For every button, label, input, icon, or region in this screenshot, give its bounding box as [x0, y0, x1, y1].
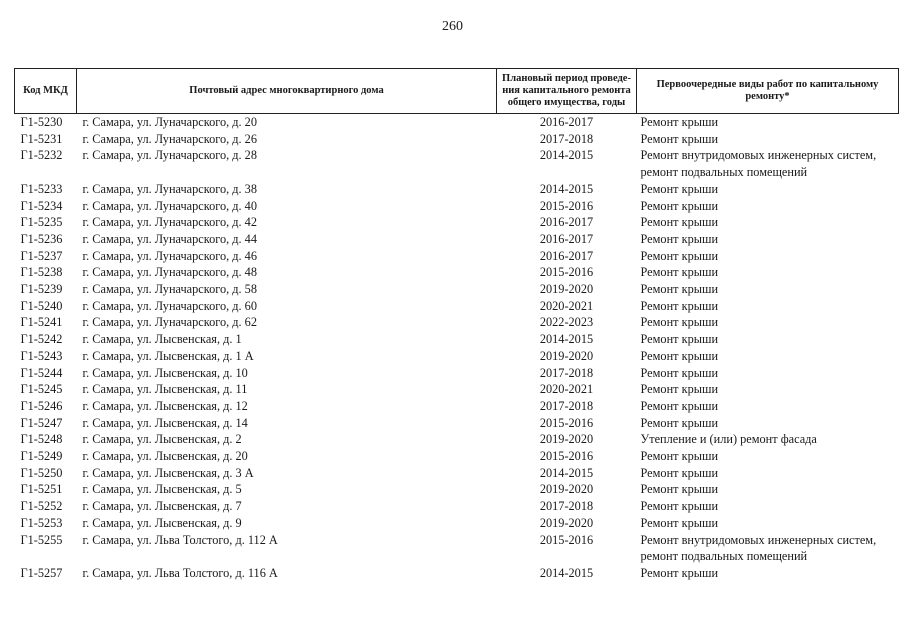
- repair-works-cell: [637, 381, 899, 398]
- table-row: [15, 365, 899, 382]
- mkd-code-cell: Г1-5241: [20, 315, 63, 330]
- repair-period-cell: 2019-2020: [539, 482, 594, 497]
- repair-works-cell: [637, 181, 899, 198]
- repair-work-line: Ремонт крыши: [640, 215, 719, 230]
- table-row: [15, 298, 899, 315]
- repair-period-cell: 2022-2023: [539, 315, 594, 330]
- repair-period-cell: 2017-2018: [539, 365, 594, 380]
- repair-works-cell: [637, 398, 899, 415]
- address-cell: г. Самара, ул. Луначарского, д. 28: [82, 148, 257, 163]
- repair-works-cell: [637, 498, 899, 515]
- repair-works-cell: [637, 448, 899, 465]
- table-row: [15, 415, 899, 432]
- address-cell: г. Самара, ул. Луначарского, д. 38: [82, 181, 257, 196]
- repair-work-line: Ремонт крыши: [640, 365, 719, 380]
- repair-works-cell: [637, 331, 899, 348]
- address-cell: г. Самара, ул. Льва Толстого, д. 112 А: [82, 532, 278, 547]
- address-cell: г. Самара, ул. Луначарского, д. 26: [82, 131, 257, 146]
- repair-period-cell: 2016-2017: [539, 231, 594, 246]
- mkd-code-cell: Г1-5235: [20, 215, 63, 230]
- mkd-code-cell: Г1-5246: [20, 398, 63, 413]
- mkd-code-cell: Г1-5237: [20, 248, 63, 263]
- table-row: [15, 114, 899, 131]
- repair-period-cell: 2017-2018: [539, 131, 594, 146]
- repair-period-cell: 2019-2020: [539, 282, 594, 297]
- repair-works-cell: [637, 214, 899, 231]
- table-row: [15, 281, 899, 298]
- repair-period-cell: 2014-2015: [539, 565, 594, 580]
- repair-works-cell: [637, 314, 899, 331]
- repair-period-cell: 2014-2015: [539, 181, 594, 196]
- repair-work-line: Ремонт крыши: [640, 198, 719, 213]
- mkd-code-cell: Г1-5249: [20, 449, 63, 464]
- address-cell: г. Самара, ул. Луначарского, д. 20: [82, 115, 257, 129]
- address-cell: г. Самара, ул. Лысвенская, д. 7: [82, 499, 242, 514]
- header-code: Код МКД: [15, 69, 77, 114]
- repair-works-cell: [637, 465, 899, 482]
- repair-work-line: Ремонт крыши: [640, 415, 719, 430]
- repair-works-cell: [637, 147, 899, 180]
- address-cell: г. Самара, ул. Лысвенская, д. 1: [82, 332, 242, 347]
- repair-work-line: Ремонт крыши: [640, 398, 719, 413]
- table-row: [15, 147, 899, 180]
- repair-period-cell: 2019-2020: [539, 432, 594, 447]
- repair-works-cell: [637, 114, 899, 131]
- repair-period-cell: 2020-2021: [539, 382, 594, 397]
- mkd-code-cell: Г1-5242: [20, 332, 63, 347]
- table-row: [15, 348, 899, 365]
- table-row: [15, 498, 899, 515]
- table-header: [15, 69, 899, 114]
- address-cell: г. Самара, ул. Лысвенская, д. 12: [82, 398, 248, 413]
- address-cell: г. Самара, ул. Луначарского, д. 40: [82, 198, 257, 213]
- table-row: [15, 331, 899, 348]
- capital-repair-table-container: [14, 68, 898, 582]
- mkd-code-cell: Г1-5257: [20, 565, 63, 580]
- repair-works-cell: [637, 348, 899, 365]
- mkd-code-cell: Г1-5230: [20, 115, 63, 129]
- repair-work-line: Ремонт крыши: [640, 382, 719, 397]
- mkd-code-cell: Г1-5231: [20, 131, 63, 146]
- header-address: Почтовый адрес многоквартирного дома: [77, 69, 497, 114]
- repair-work-line: ремонт подвальных помещений: [640, 165, 808, 180]
- mkd-code-cell: Г1-5244: [20, 365, 63, 380]
- address-cell: г. Самара, ул. Луначарского, д. 46: [82, 248, 257, 263]
- mkd-code-cell: Г1-5255: [20, 532, 63, 547]
- address-cell: г. Самара, ул. Луначарского, д. 62: [82, 315, 257, 330]
- repair-period-cell: 2019-2020: [539, 348, 594, 363]
- address-cell: г. Самара, ул. Лысвенская, д. 14: [82, 415, 248, 430]
- repair-period-cell: 2015-2016: [539, 532, 594, 547]
- repair-period-cell: 2014-2015: [539, 332, 594, 347]
- table-row: [15, 481, 899, 498]
- repair-period-cell: 2017-2018: [539, 398, 594, 413]
- address-cell: г. Самара, ул. Льва Толстого, д. 116 А: [82, 565, 278, 580]
- repair-work-line: Ремонт крыши: [640, 465, 719, 480]
- mkd-code-cell: Г1-5236: [20, 231, 63, 246]
- repair-works-cell: [637, 281, 899, 298]
- page-number: 260: [442, 19, 463, 34]
- repair-period-cell: 2016-2017: [539, 115, 594, 129]
- repair-works-cell: [637, 415, 899, 432]
- table-row: [15, 231, 899, 248]
- mkd-code-cell: Г1-5253: [20, 515, 63, 530]
- table-row: [15, 131, 899, 148]
- table-row: [15, 198, 899, 215]
- table-row: [15, 381, 899, 398]
- repair-work-line: Ремонт крыши: [640, 131, 719, 146]
- header-period: Плановый период проведе-ния капитального ремонта общего имущества, годы: [497, 69, 637, 114]
- address-cell: г. Самара, ул. Лысвенская, д. 9: [82, 515, 242, 530]
- mkd-code-cell: Г1-5232: [20, 148, 63, 163]
- repair-period-cell: 2016-2017: [539, 248, 594, 263]
- table-row: [15, 248, 899, 265]
- table-row: [15, 532, 899, 565]
- address-cell: г. Самара, ул. Луначарского, д. 60: [82, 298, 257, 313]
- table-row: [15, 448, 899, 465]
- repair-work-line: ремонт подвальных помещений: [640, 549, 808, 564]
- repair-work-line: Утепление и (или) ремонт фасада: [640, 432, 817, 447]
- repair-works-cell: [637, 565, 899, 582]
- address-cell: г. Самара, ул. Луначарского, д. 48: [82, 265, 257, 280]
- repair-works-cell: [637, 431, 899, 448]
- repair-works-cell: [637, 264, 899, 281]
- address-cell: г. Самара, ул. Лысвенская, д. 11: [82, 382, 248, 397]
- mkd-code-cell: Г1-5234: [20, 198, 63, 213]
- mkd-code-cell: Г1-5248: [20, 432, 63, 447]
- repair-work-line: Ремонт крыши: [640, 515, 719, 530]
- repair-work-line: Ремонт крыши: [640, 265, 719, 280]
- repair-works-cell: [637, 532, 899, 565]
- repair-work-line: Ремонт крыши: [640, 181, 719, 196]
- repair-work-line: Ремонт крыши: [640, 115, 719, 129]
- address-cell: г. Самара, ул. Луначарского, д. 58: [82, 282, 257, 297]
- table-row: [15, 431, 899, 448]
- address-cell: г. Самара, ул. Луначарского, д. 42: [82, 215, 257, 230]
- mkd-code-cell: Г1-5243: [20, 348, 63, 363]
- repair-work-line: Ремонт крыши: [640, 348, 719, 363]
- repair-works-cell: [637, 515, 899, 532]
- mkd-code-cell: Г1-5240: [20, 298, 63, 313]
- repair-work-line: Ремонт крыши: [640, 449, 719, 464]
- mkd-code-cell: Г1-5252: [20, 499, 63, 514]
- header-works: Первоочередные виды работ по капитальному ремонту*: [637, 69, 899, 114]
- repair-works-cell: [637, 231, 899, 248]
- repair-period-cell: 2015-2016: [539, 449, 594, 464]
- address-cell: г. Самара, ул. Лысвенская, д. 5: [82, 482, 242, 497]
- mkd-code-cell: Г1-5250: [20, 465, 63, 480]
- repair-period-cell: 2015-2016: [539, 415, 594, 430]
- address-cell: г. Самара, ул. Лысвенская, д. 10: [82, 365, 248, 380]
- mkd-code-cell: Г1-5239: [20, 282, 63, 297]
- repair-work-line: Ремонт внутридомовых инженерных систем,: [640, 532, 877, 547]
- table-row: [15, 515, 899, 532]
- repair-works-cell: [637, 131, 899, 148]
- mkd-code-cell: Г1-5247: [20, 415, 63, 430]
- repair-period-cell: 2017-2018: [539, 499, 594, 514]
- table-row: [15, 181, 899, 198]
- table-row: [15, 264, 899, 281]
- repair-work-line: Ремонт крыши: [640, 315, 719, 330]
- repair-period-cell: 2019-2020: [539, 515, 594, 530]
- repair-works-cell: [637, 298, 899, 315]
- repair-period-cell: 2015-2016: [539, 265, 594, 280]
- capital-repair-table: [14, 68, 899, 582]
- header-row: [15, 69, 899, 114]
- repair-period-cell: 2014-2015: [539, 465, 594, 480]
- table-row: [15, 214, 899, 231]
- table-body: [15, 114, 899, 582]
- address-cell: г. Самара, ул. Лысвенская, д. 1 А: [82, 348, 254, 363]
- repair-work-line: Ремонт крыши: [640, 248, 719, 263]
- repair-works-cell: [637, 248, 899, 265]
- repair-period-cell: 2020-2021: [539, 298, 594, 313]
- table-row: [15, 565, 899, 582]
- address-cell: г. Самара, ул. Лысвенская, д. 20: [82, 449, 248, 464]
- repair-period-cell: 2016-2017: [539, 215, 594, 230]
- table-row: [15, 314, 899, 331]
- mkd-code-cell: Г1-5245: [20, 382, 63, 397]
- mkd-code-cell: Г1-5233: [20, 181, 63, 196]
- repair-works-cell: [637, 481, 899, 498]
- repair-work-line: Ремонт внутридомовых инженерных систем,: [640, 148, 877, 163]
- mkd-code-cell: Г1-5238: [20, 265, 63, 280]
- repair-work-line: Ремонт крыши: [640, 298, 719, 313]
- repair-works-cell: [637, 198, 899, 215]
- table-row: [15, 465, 899, 482]
- repair-period-cell: 2015-2016: [539, 198, 594, 213]
- address-cell: г. Самара, ул. Луначарского, д. 44: [82, 231, 257, 246]
- repair-works-cell: [637, 365, 899, 382]
- address-cell: г. Самара, ул. Лысвенская, д. 3 А: [82, 465, 254, 480]
- repair-work-line: Ремонт крыши: [640, 282, 719, 297]
- repair-work-line: Ремонт крыши: [640, 482, 719, 497]
- repair-work-line: Ремонт крыши: [640, 499, 719, 514]
- repair-work-line: Ремонт крыши: [640, 231, 719, 246]
- repair-work-line: Ремонт крыши: [640, 565, 719, 580]
- address-cell: г. Самара, ул. Лысвенская, д. 2: [82, 432, 242, 447]
- repair-work-line: Ремонт крыши: [640, 332, 719, 347]
- repair-period-cell: 2014-2015: [539, 148, 594, 163]
- mkd-code-cell: Г1-5251: [20, 482, 63, 497]
- table-row: [15, 398, 899, 415]
